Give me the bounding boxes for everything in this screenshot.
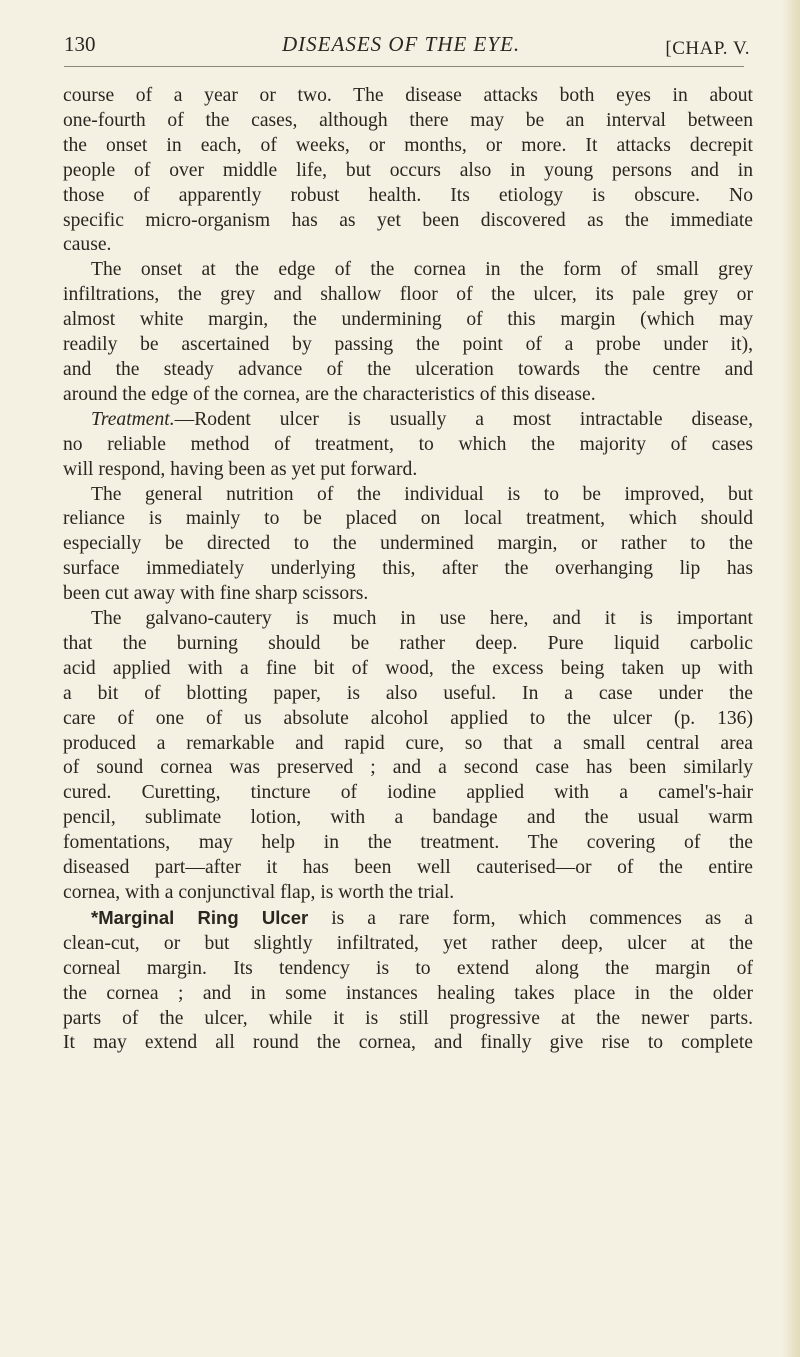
- paragraph-6-marginal-ring-ulcer: [63, 906, 753, 1056]
- text-line: no reliable method of treatment, to which the majority of cases: [63, 433, 753, 455]
- text-line: those of apparently robust health. Its etiology is obscure. No: [63, 184, 753, 206]
- text-line: will respond, having been as yet put forward.: [63, 458, 418, 480]
- body-text: [63, 84, 753, 1056]
- running-title: DISEASES OF THE EYE.: [282, 32, 521, 56]
- paragraph-2: [63, 258, 753, 407]
- paragraph-1: [63, 84, 753, 258]
- marginal-ring-ulcer-heading: *Marginal Ring Ulcer: [91, 906, 309, 928]
- text-line: one-fourth of the cases, although there may be an interval between: [63, 109, 753, 131]
- text-fragment: —Rodent ulcer is usually a most intractable disease,: [174, 408, 753, 430]
- text-line: surface immediately underlying this, after the overhanging lip has: [63, 558, 753, 580]
- text-line: It may extend all round the cornea, and finally give rise to complete: [63, 1032, 753, 1054]
- text-line: people of over middle life, but occurs also in young persons and in: [63, 159, 753, 181]
- text-line: The general nutrition of the individual is to be improved, but: [91, 483, 753, 505]
- text-line: produced a remarkable and rapid cure, so that a small central area: [63, 732, 753, 754]
- text-line: cornea, with a conjunctival flap, is worth the trial.: [63, 882, 455, 903]
- text-line: around the edge of the cornea, are the characteristics of this disease.: [63, 383, 596, 405]
- text-line: the cornea ; and in some instances healing takes place in the older: [63, 982, 753, 1004]
- text-line: readily be ascertained by passing the point of a probe under it),: [63, 334, 753, 356]
- text-line: specific micro-organism has as yet been discovered as the immediate: [63, 209, 753, 231]
- text-line: and the steady advance of the ulceration towards the centre and: [63, 358, 753, 380]
- text-line: pencil, sublimate lotion, with a bandage and the usual warm: [63, 807, 753, 829]
- text-line: care of one of us absolute alcohol applied to the ulcer (p. 136): [63, 707, 753, 729]
- treatment-heading: Treatment.: [91, 408, 175, 430]
- text-line: the onset in each, of weeks, or months, or more. It attacks decrepit: [63, 134, 753, 156]
- text-line: The galvano-cautery is much in use here, and it is important: [91, 608, 753, 630]
- paragraph-5: [63, 607, 753, 906]
- text-line: reliance is mainly to be placed on local treatment, which should: [63, 508, 753, 530]
- page-number: 130: [64, 32, 96, 56]
- paragraph-3-treatment: [63, 408, 753, 483]
- text-line: [63, 906, 753, 932]
- text-line: diseased part—after it has been well cauterised—or of the entire: [63, 857, 753, 879]
- text-line: almost white margin, the undermining of this margin (which may: [63, 309, 753, 331]
- text-line: especially be directed to the undermined margin, or rather to the: [63, 533, 753, 555]
- text-line: that the burning should be rather deep. Pure liquid carbolic: [63, 632, 753, 654]
- text-line: cause.: [63, 234, 112, 256]
- text-line: a bit of blotting paper, is also useful. In a case under the: [63, 682, 753, 704]
- running-header: [64, 30, 750, 67]
- text-line: parts of the ulcer, while it is still progressive at the newer parts.: [63, 1007, 753, 1029]
- text-line: course of a year or two. The disease attacks both eyes in about: [63, 85, 753, 106]
- text-line: acid applied with a fine bit of wood, the excess being taken up with: [63, 657, 753, 679]
- text-line: cured. Curetting, tincture of iodine applied with a camel's-hair: [63, 782, 753, 804]
- text-line: corneal margin. Its tendency is to extend along the margin of: [63, 957, 753, 979]
- text-line: The onset at the edge of the cornea in the form of small grey: [91, 259, 753, 281]
- text-fragment: is a rare form, which commences as a: [308, 907, 753, 929]
- paragraph-4: [63, 483, 753, 608]
- text-line: fomentations, may help in the treatment. The covering of the: [63, 832, 753, 854]
- text-line: [63, 408, 753, 433]
- chapter-reference: [CHAP. V.: [665, 38, 750, 59]
- text-line: clean-cut, or but slightly infiltrated, yet rather deep, ulcer at the: [63, 932, 753, 954]
- text-line: been cut away with fine sharp scissors.: [63, 583, 369, 605]
- text-line: of sound cornea was preserved ; and a second case has been similarly: [63, 757, 753, 779]
- text-line: infiltrations, the grey and shallow floor of the ulcer, its pale grey or: [63, 284, 753, 306]
- page-edge-shadow: [782, 0, 800, 1357]
